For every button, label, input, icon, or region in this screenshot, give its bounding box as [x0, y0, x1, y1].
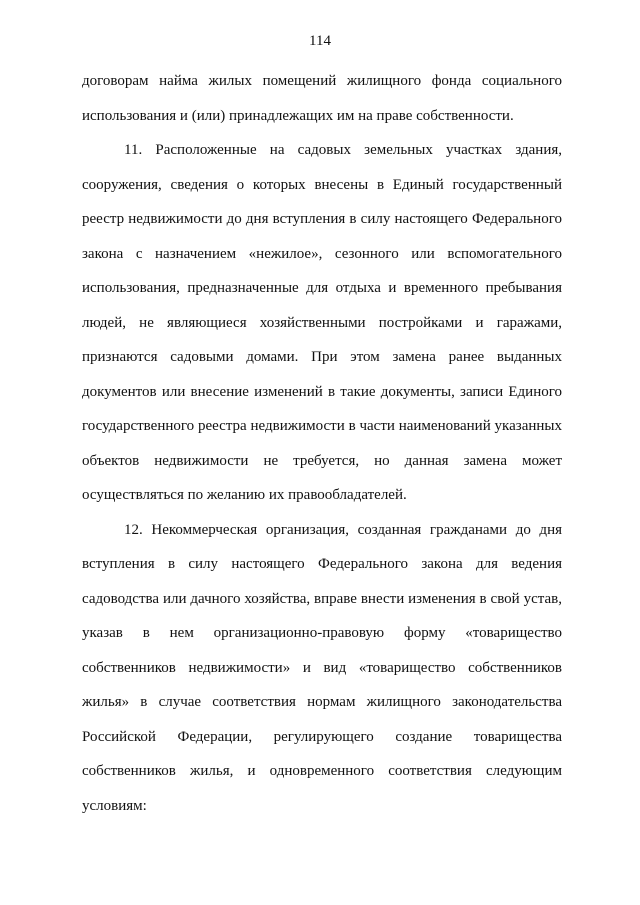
document-body	[82, 64, 562, 823]
page-number: 114	[309, 33, 331, 49]
paragraph-item-12: 12. Некоммерческая организация, созданная гражданами до дня вступления в силу настоящего Федерального закона для ведения садоводства или дачного хозяйства, вправе внести изменения в свой устав, указав в нем организационно-правовую форму «товарищество собственников недвижимости» и вид «товарищество собственников жилья» в случае соответствия нормам жилищного законодательства Российской Федерации, регулирующего создание товарищества собственников жилья, и одновременного соответствия следующим условиям:	[82, 521, 562, 814]
paragraph-item-11: 11. Расположенные на садовых земельных участках здания, сооружения, сведения о которых внесены в Единый государственный реестр недвижимости до дня вступления в силу настоящего Федерального закона с назначением «нежилое», сезонного или вспомогательного использования, предназначенные для отдыха и временного пребывания людей, не являющиеся хозяйственными постройками и гаражами, признаются садовыми домами. При этом замена ранее выданных документов или внесение изменений в такие документы, записи Единого государственного реестра недвижимости в части наименований указанных объектов недвижимости не требуется, но данная замена может осуществляться по желанию их правообладателей.	[82, 142, 562, 503]
paragraph-continuation: договорам найма жилых помещений жилищного фонда социального использования и (или) принадлежащих им на праве собственности.	[82, 73, 562, 124]
